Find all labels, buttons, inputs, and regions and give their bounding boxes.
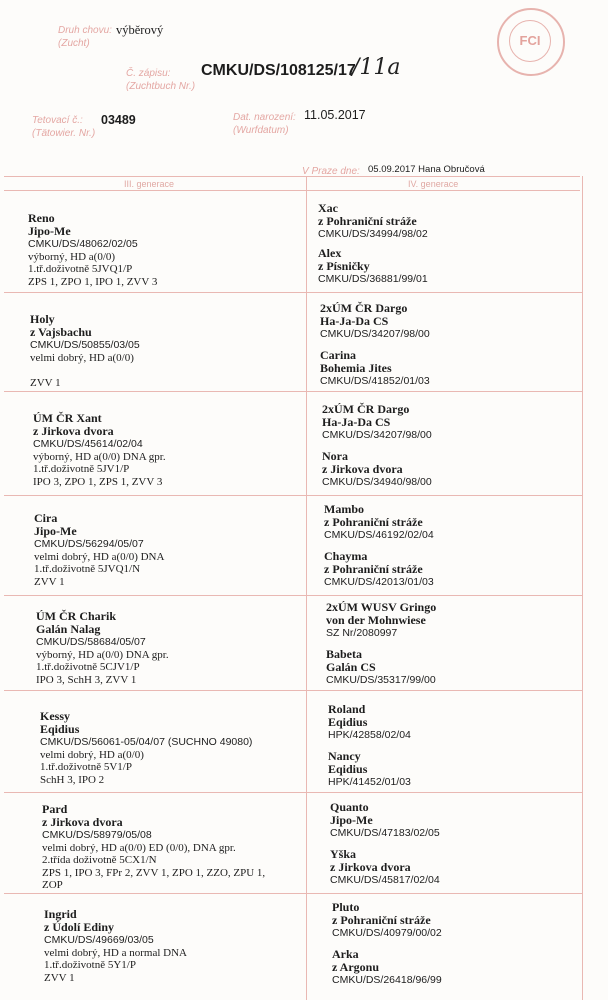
ancestor-info: ZVV 1 (44, 971, 75, 984)
ancestor-kennel: Galán Nalag (36, 622, 101, 636)
ancestor-info: IPO 3, ZPO 1, ZPS 1, ZVV 3 (33, 475, 163, 488)
row-line (4, 595, 582, 596)
ancestor-info: ZOP (42, 879, 63, 891)
row-line (4, 292, 582, 293)
praha-value: 05.09.2017 Hana Obručová (368, 164, 485, 175)
ancestor-kennel: Eqidius (328, 715, 368, 729)
ancestor-name: Babeta (326, 646, 362, 661)
ancestor-info: velmi dobrý, HD a(0/0) (30, 351, 134, 364)
zapis-handwritten: /11a (352, 55, 401, 80)
ancestor-name: Ingrid (44, 907, 77, 921)
tetovaci-label-de: (Tätowier. Nr.) (32, 128, 96, 139)
ancestor-name: Pard (42, 802, 68, 816)
ancestor-info: 2.třída doživotně 5CX1/N (42, 854, 157, 866)
ancestor-reg: CMKU/DS/58979/05/08 (42, 829, 152, 841)
ancestor-name: Xac (318, 201, 338, 215)
ancestor-reg: CMKU/DS/58684/05/07 (36, 636, 146, 648)
ancestor-info: výborný, HD a(0/0) DNA gpr. (33, 450, 166, 463)
ancestor-info (30, 364, 140, 377)
gen3-ancestor-1 (28, 212, 157, 288)
ancestor-name: Arka (332, 946, 359, 961)
ancestor-name: Carina (320, 347, 356, 362)
ancestor-name: Reno (28, 211, 55, 225)
row-line (4, 495, 582, 496)
gen3-ancestor-8 (44, 908, 187, 984)
narozeni-value: 11.05.2017 (304, 108, 366, 122)
ancestor-info: velmi dobrý, HD a(0/0) DNA (34, 550, 165, 563)
ancestor-name: Chayma (324, 548, 368, 563)
ancestor-reg: HPK/41452/01/03 (328, 775, 411, 788)
gen4-pair-5 (326, 601, 436, 686)
zapis-label: Č. zápisu: (126, 68, 171, 79)
ancestor-info: ZVV 1 (30, 376, 61, 389)
ancestor-reg: CMKU/DS/34207/98/00 (322, 429, 432, 441)
ancestor-reg: CMKU/DS/41852/01/03 (320, 374, 430, 387)
grid-right-line (582, 176, 583, 1000)
grid-top-line (4, 176, 580, 177)
gen4-pair-4 (324, 503, 434, 588)
ancestor-name: Nancy (328, 748, 361, 763)
narozeni-label-de: (Wurfdatum) (233, 125, 289, 136)
ancestor-name: Pluto (332, 900, 360, 914)
praha-label: V Praze dne: (302, 166, 360, 177)
ancestor-reg: CMKU/DS/45614/02/04 (33, 438, 143, 450)
ancestor-kennel: z Pohraniční stráže (318, 214, 417, 228)
zapis-value: CMKU/DS/108125/17 (201, 62, 356, 79)
druh-label: Druh chovu: (58, 25, 112, 36)
ancestor-reg: CMKU/DS/34940/98/00 (322, 475, 432, 488)
ancestor-info: výborný, HD a(0/0) (28, 250, 116, 263)
ancestor-kennel: z Argonu (332, 959, 380, 974)
row-line (4, 391, 582, 392)
fci-text: FCI (509, 20, 551, 62)
ancestor-info: 1.tř.doživotně 5Y1/P (44, 959, 136, 971)
ancestor-reg: CMKU/DS/56061-05/04/07 (SUCHNO 49080) (40, 736, 253, 748)
ancestor-reg: CMKU/DS/46192/02/04 (324, 529, 434, 541)
ancestor-kennel: z Pohraniční stráže (324, 561, 423, 576)
fci-stamp (497, 8, 565, 76)
row-line (4, 690, 582, 691)
ancestor-kennel: z Písničky (318, 258, 370, 273)
ancestor-name: ÚM ČR Charik (36, 609, 116, 623)
gen3-ancestor-6 (40, 710, 252, 786)
druh-label-de: (Zucht) (58, 38, 90, 49)
ancestor-info: velmi dobrý, HD a(0/0) ED (0/0), DNA gpr. (42, 841, 236, 854)
ancestor-kennel: z Pohraniční stráže (324, 515, 423, 529)
ancestor-kennel: Bohemia Jites (320, 360, 392, 375)
row-line (4, 792, 582, 793)
ancestor-reg: CMKU/DS/42013/01/03 (324, 575, 434, 588)
ancestor-reg: CMKU/DS/35317/99/00 (326, 673, 436, 686)
ancestor-kennel: Ha-Ja-Da CS (320, 314, 389, 328)
gen3-ancestor-3 (33, 412, 166, 488)
ancestor-kennel: Jipo-Me (28, 224, 71, 238)
zapis-label-de: (Zuchtbuch Nr.) (126, 81, 196, 92)
ancestor-reg: CMKU/DS/49669/03/05 (44, 934, 154, 946)
ancestor-reg: HPK/42858/02/04 (328, 729, 411, 741)
ancestor-name: Nora (322, 448, 348, 463)
gen4-pair-1 (318, 202, 428, 285)
ancestor-name: 2xÚM ČR Dargo (322, 402, 410, 416)
tetovaci-label: Tetovací č.: (32, 115, 83, 126)
ancestor-info: IPO 3, SchH 3, ZVV 1 (36, 673, 137, 686)
ancestor-reg: CMKU/DS/40979/00/02 (332, 927, 442, 939)
ancestor-kennel: z Pohraniční stráže (332, 913, 431, 927)
tetovaci-value: 03489 (101, 113, 136, 127)
ancestor-reg: CMKU/DS/47183/02/05 (330, 827, 440, 839)
gen4-pair-8 (332, 901, 442, 986)
row-line (4, 893, 582, 894)
ancestor-name: Mambo (324, 502, 364, 516)
grid-center-line (306, 176, 307, 1000)
ancestor-name: Cira (34, 511, 58, 525)
ancestor-reg: SZ Nr/2080997 (326, 627, 398, 639)
ancestor-reg: CMKU/DS/48062/02/05 (28, 238, 138, 250)
gen4-header: IV. generace (408, 179, 459, 189)
ancestor-kennel: Eqidius (40, 722, 80, 736)
ancestor-info: výborný, HD a(0/0) DNA gpr. (36, 648, 169, 661)
grid-header-line (4, 190, 580, 191)
ancestor-reg: CMKU/DS/45817/02/04 (330, 873, 440, 886)
ancestor-name: Alex (318, 245, 342, 260)
ancestor-info: 1.tř.doživotně 5JVQ1/P (28, 263, 133, 275)
ancestor-info: 1.tř.doživotně 5JV1/P (33, 463, 130, 475)
ancestor-kennel: Galán CS (326, 659, 376, 674)
gen3-ancestor-2 (30, 313, 140, 389)
ancestor-reg: CMKU/DS/34994/98/02 (318, 228, 428, 240)
gen4-pair-6 (328, 703, 411, 788)
gen4-pair-2 (320, 302, 430, 387)
ancestor-kennel: z Údolí Ediny (44, 920, 115, 934)
ancestor-name: Yška (330, 846, 357, 861)
ancestor-info: 1.tř.doživotně 5JVQ1/N (34, 563, 141, 575)
ancestor-info: 1.tř.doživotně 5CJV1/P (36, 661, 140, 673)
ancestor-name: Quanto (330, 800, 369, 814)
ancestor-kennel: z Jirkova dvora (42, 815, 123, 829)
ancestor-info: ZPS 1, ZPO 1, IPO 1, ZVV 3 (28, 275, 158, 288)
ancestor-reg: CMKU/DS/56294/05/07 (34, 538, 144, 550)
ancestor-kennel: z Jirkova dvora (330, 859, 411, 874)
gen3-header: III. generace (124, 179, 175, 189)
gen4-pair-3 (322, 403, 432, 488)
druh-value: výběrový (116, 23, 164, 37)
ancestor-kennel: Jipo-Me (34, 524, 77, 538)
ancestor-name: 2xÚM ČR Dargo (320, 301, 408, 315)
ancestor-kennel: z Vajsbachu (30, 325, 92, 339)
ancestor-name: Roland (328, 702, 366, 716)
ancestor-reg: CMKU/DS/26418/96/99 (332, 973, 442, 986)
ancestor-info: 1.tř.doživotně 5V1/P (40, 761, 132, 773)
ancestor-reg: CMKU/DS/36881/99/01 (318, 272, 428, 285)
ancestor-name: Holy (30, 312, 55, 326)
gen4-pair-7 (330, 801, 440, 886)
narozeni-label: Dat. narození: (233, 112, 296, 123)
ancestor-reg: CMKU/DS/34207/98/00 (320, 328, 430, 340)
gen3-ancestor-5 (36, 610, 169, 686)
ancestor-name: ÚM ČR Xant (33, 411, 102, 425)
ancestor-info: velmi dobrý, HD a normal DNA (44, 946, 187, 959)
ancestor-name: 2xÚM WUSV Gringo (326, 600, 437, 614)
ancestor-info: ZVV 1 (34, 575, 65, 588)
ancestor-name: Kessy (40, 709, 70, 723)
ancestor-kennel: Jipo-Me (330, 813, 373, 827)
gen3-ancestor-4 (34, 512, 164, 588)
ancestor-reg: CMKU/DS/50855/03/05 (30, 339, 140, 351)
ancestor-kennel: z Jirkova dvora (322, 461, 403, 476)
ancestor-kennel: von der Mohnwiese (326, 613, 426, 627)
ancestor-kennel: Ha-Ja-Da CS (322, 415, 391, 429)
ancestor-kennel: z Jirkova dvora (33, 424, 114, 438)
ancestor-info: velmi dobrý, HD a(0/0) (40, 748, 144, 761)
ancestor-info: SchH 3, IPO 2 (40, 773, 105, 786)
ancestor-info: ZPS 1, IPO 3, FPr 2, ZVV 1, ZPO 1, ZZO, ZPU 1, (42, 866, 266, 879)
gen3-ancestor-7 (42, 803, 265, 892)
ancestor-kennel: Eqidius (328, 761, 368, 776)
